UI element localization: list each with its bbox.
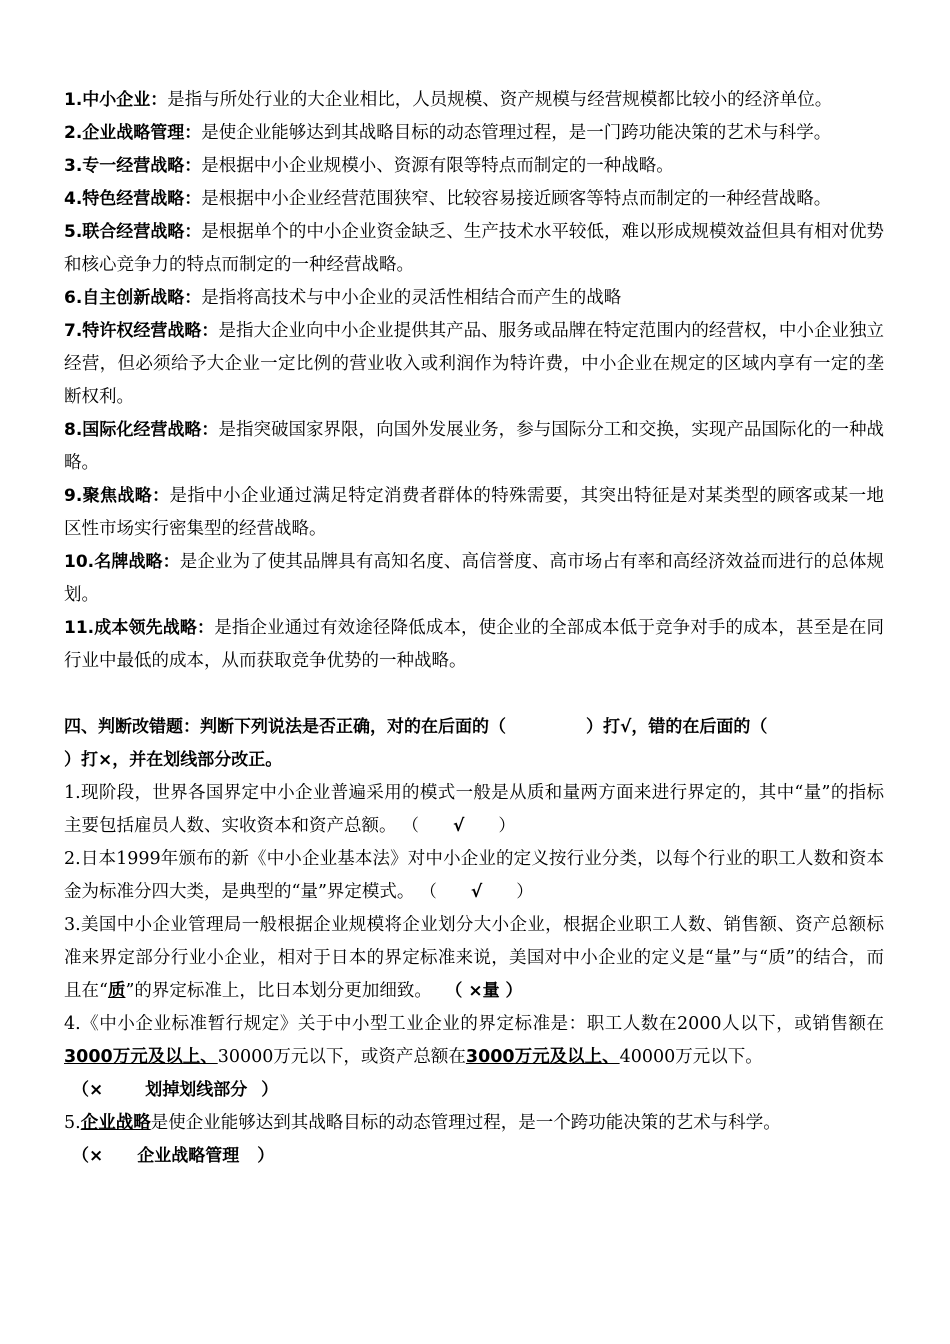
definition-text: 是指与所处行业的大企业相比，人员规模、资产规模与经营规模都比较小的经济单位。 — [167, 90, 833, 110]
answer-text: 划掉划线部分 — [145, 1080, 248, 1100]
answer-close: ） — [261, 1080, 279, 1100]
definition-item: 6.自主创新战略：是指将高技术与中小企业的灵活性相结合而产生的战略 — [64, 288, 622, 308]
term: 国际化经营战略 — [82, 420, 202, 440]
document-page — [64, 84, 884, 1173]
item-number: 5. — [64, 222, 83, 242]
definition-text: 是根据中小企业规模小、资源有限等特点而制定的一种战略。 — [201, 156, 674, 176]
term: 联合经营战略 — [82, 222, 185, 242]
question-4: 4.《中小企业标准暂行规定》关于中小型工业企业的界定标准是：职工人数在2000人以下，或销售额在3000万元及以上、30000万元以下，或资产总额在3000万元及以上、40000万元以下。 （× 划掉划线部分 ） — [64, 1014, 884, 1100]
definition-text: 是企业为了使其品牌具有高知名度、高信誉度、高市场占有率和高经济效益而进行的总体规划。 — [64, 552, 885, 605]
definition-item: 2.企业战略管理：是使企业能够达到其战略目标的动态管理过程，是一门跨功能决策的艺术与科学。 — [64, 123, 832, 143]
answer-close: ） — [257, 1146, 275, 1166]
item-number: 2. — [64, 123, 83, 143]
answer-open: （× — [72, 1080, 104, 1100]
answer-open: （× — [72, 1146, 104, 1166]
question-3: 3.美国中小企业管理局一般根据企业规模将企业划分大小企业，根据企业职工人数、销售额、资产总额标准来界定部分行业小企业，相对于日本的界定标准来说，美国对中小企业的定义是“量”与“质”的结合，而且在“质”的界定标准上，比日本划分更加细致。 （ ×量 ） — [64, 915, 884, 1001]
check-mark: √ — [470, 882, 483, 902]
underlined-text: 企业战略 — [80, 1113, 151, 1133]
item-number: 6. — [64, 288, 83, 308]
item-number: 4. — [64, 189, 83, 209]
definition-item: 4.特色经营战略：是根据中小企业经营范围狭窄、比较容易接近顾客等特点而制定的一种经营战略。 — [64, 189, 832, 209]
definition-item: 11.成本领先战略：是指企业通过有效途径降低成本，使企业的全部成本低于竞争对手的成本，甚至是在同行业中最低的成本，从而获取竞争优势的一种战略。 — [64, 618, 885, 671]
item-number: 3. — [64, 156, 83, 176]
definition-text: 是指突破国家界限，向国外发展业务，参与国际分工和交换，实现产品国际化的一种战略。 — [64, 420, 885, 473]
definition-item: 10.名牌战略：是企业为了使其品牌具有高知名度、高信誉度、高市场占有率和高经济效益而进行的总体规划。 — [64, 552, 885, 605]
term: 聚焦战略 — [82, 486, 153, 506]
term: 特许权经营战略 — [82, 321, 202, 341]
item-number: 7. — [64, 321, 83, 341]
item-number: 9. — [64, 486, 83, 506]
question-5: 5.企业战略是使企业能够达到其战略目标的动态管理过程，是一个跨功能决策的艺术与科学。 （× 企业战略管理 ） — [64, 1113, 781, 1166]
answer-close: ） — [516, 882, 534, 902]
definition-item: 1.中小企业：是指与所处行业的大企业相比，人员规模、资产规模与经营规模都比较小的经济单位。 — [64, 90, 833, 110]
term: 名牌战略 — [94, 552, 163, 572]
definition-item: 5.联合经营战略：是根据单个的中小企业资金缺乏、生产技术水平较低，难以形成规模效益但具有相对优势和核心竞争力的特点而制定的一种经营战略。 — [64, 222, 885, 275]
definition-text: 是使企业能够达到其战略目标的动态管理过程，是一门跨功能决策的艺术与科学。 — [201, 123, 832, 143]
definition-text: 是指将高技术与中小企业的灵活性相结合而产生的战略 — [201, 288, 622, 308]
item-number: 10. — [64, 552, 95, 572]
definition-item: 7.特许权经营战略：是指大企业向中小企业提供其产品、服务或品牌在特定范围内的经营权，中小企业独立经营，但必须给予大企业一定比例的营业收入或利润作为特许费，中小企业在规定的区域内享有一定的垄断权利。 — [64, 321, 885, 407]
answer-open: （ — [410, 816, 419, 836]
definition-text: 是指中小企业通过满足特定消费者群体的特殊需要，其突出特征是对某类型的顾客或某一地区性市场实行密集型的经营战略。 — [64, 486, 885, 539]
term: 成本领先战略 — [94, 618, 198, 638]
answer: （ ×量 ） — [453, 981, 523, 1001]
definition-text: 是根据单个的中小企业资金缺乏、生产技术水平较低，难以形成规模效益但具有相对优势和核心竞争力的特点而制定的一种经营战略。 — [64, 222, 885, 275]
item-number: 1. — [64, 90, 83, 110]
term: 特色经营战略 — [82, 189, 185, 209]
term: 自主创新战略 — [82, 288, 185, 308]
question-1: 1.现阶段，世界各国界定中小企业普遍采用的模式一般是从质和量两方面来进行界定的，其中“量”的指标主要包括雇员人数、实收资本和资产总额。 （ √ ） — [64, 783, 884, 836]
term: 中小企业 — [82, 90, 151, 110]
definition-item: 9.聚焦战略：是指中小企业通过满足特定消费者群体的特殊需要，其突出特征是对某类型的顾客或某一地区性市场实行密集型的经营战略。 — [64, 486, 885, 539]
underlined-text: 3000万元及以上、 — [465, 1047, 620, 1067]
item-number: 8. — [64, 420, 83, 440]
item-number: 11. — [64, 618, 95, 638]
underlined-text: 质 — [107, 981, 126, 1001]
section-heading: 四、判断改错题：判断下列说法是否正确，对的在后面的（ ）打√，错的在后面的（ ）打×，并在划线部分改正。 — [64, 717, 768, 770]
definition-text: 是指大企业向中小企业提供其产品、服务或品牌在特定范围内的经营权，中小企业独立经营，但必须给予大企业一定比例的营业收入或利润作为特许费，中小企业在规定的区域内享有一定的垄断权利。 — [64, 321, 885, 407]
definition-item: 3.专一经营战略：是根据中小企业规模小、资源有限等特点而制定的一种战略。 — [64, 156, 674, 176]
answer-close: ） — [498, 816, 516, 836]
question-2: 2.日本1999年颁布的新《中小企业基本法》对中小企业的定义按行业分类，以每个行业的职工人数和资本金为标准分四大类，是典型的“量”界定模式。 （ √ ） — [64, 849, 884, 902]
definition-item: 8.国际化经营战略：是指突破国家界限，向国外发展业务，参与国际分工和交换，实现产品国际化的一种战略。 — [64, 420, 885, 473]
answer-open: （ — [428, 882, 437, 902]
term: 企业战略管理 — [82, 123, 185, 143]
check-mark: √ — [453, 816, 465, 836]
underlined-text: 3000万元及以上、 — [64, 1047, 218, 1067]
term: 专一经营战略 — [82, 156, 185, 176]
definition-text: 是指企业通过有效途径降低成本，使企业的全部成本低于竞争对手的成本，甚至是在同行业中最低的成本，从而获取竞争优势的一种战略。 — [64, 618, 885, 671]
spacer — [64, 678, 884, 711]
answer-text: 企业战略管理 — [137, 1146, 240, 1166]
definition-text: 是根据中小企业经营范围狭窄、比较容易接近顾客等特点而制定的一种经营战略。 — [201, 189, 832, 209]
